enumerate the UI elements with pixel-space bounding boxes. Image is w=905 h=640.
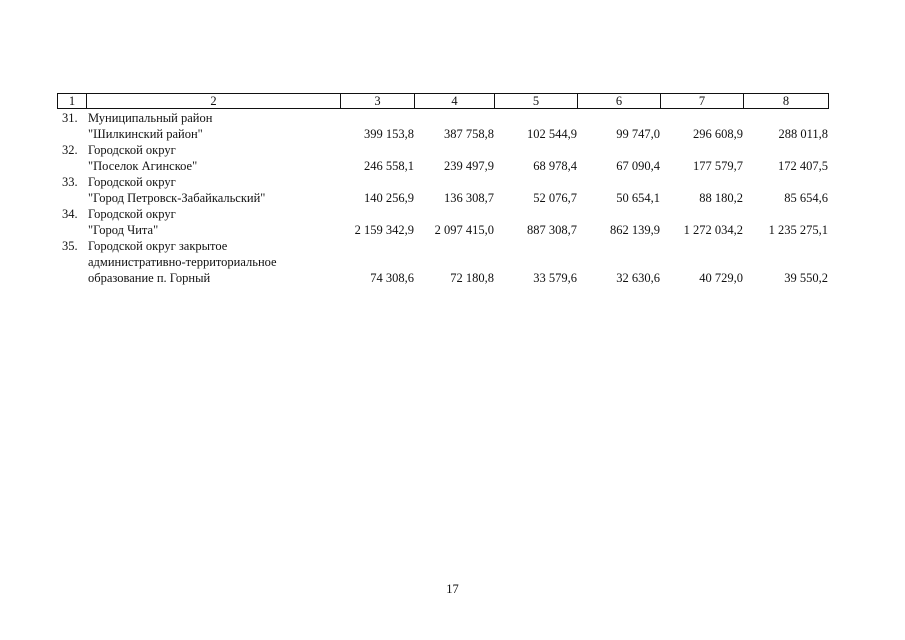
table-row [57, 206, 832, 238]
column-header-5: 5 [495, 94, 578, 109]
row-name-line: "Поселок Агинское" [88, 159, 198, 173]
cell-col-5: 102 544,9 [527, 127, 577, 141]
cell-col-4: 136 308,7 [444, 191, 494, 205]
cell-col-6: 99 747,0 [616, 127, 660, 141]
cell-col-3: 246 558,1 [364, 159, 414, 173]
row-number: 35. [62, 239, 78, 253]
cell-col-3: 2 159 342,9 [354, 223, 414, 237]
cell-col-7: 1 272 034,2 [683, 223, 743, 237]
row-number: 32. [62, 143, 78, 157]
cell-col-8: 85 654,6 [784, 191, 828, 205]
row-name-line: образование п. Горный [88, 271, 211, 285]
cell-col-5: 68 978,4 [533, 159, 577, 173]
cell-col-8: 1 235 275,1 [768, 223, 828, 237]
cell-col-6: 32 630,6 [616, 271, 660, 285]
cell-col-3: 140 256,9 [364, 191, 414, 205]
cell-col-4: 239 497,9 [444, 159, 494, 173]
row-name-line: Городской округ [88, 207, 176, 221]
column-header-2: 2 [87, 94, 341, 109]
cell-col-5: 33 579,6 [533, 271, 577, 285]
column-header-8: 8 [744, 94, 829, 109]
row-name-line: Муниципальный район [88, 111, 213, 125]
table-row [57, 142, 832, 174]
column-header-4: 4 [415, 94, 495, 109]
cell-col-6: 862 139,9 [610, 223, 660, 237]
row-name-line: Городской округ закрытое [88, 239, 228, 253]
cell-col-7: 296 608,9 [693, 127, 743, 141]
row-number: 34. [62, 207, 78, 221]
table-row [57, 110, 832, 142]
cell-col-3: 399 153,8 [364, 127, 414, 141]
row-number: 33. [62, 175, 78, 189]
column-header-6: 6 [578, 94, 661, 109]
cell-col-5: 52 076,7 [533, 191, 577, 205]
cell-col-6: 50 654,1 [616, 191, 660, 205]
cell-col-4: 2 097 415,0 [434, 223, 494, 237]
column-header-1: 1 [58, 94, 87, 109]
cell-col-3: 74 308,6 [370, 271, 414, 285]
cell-col-7: 40 729,0 [699, 271, 743, 285]
column-number-header [57, 93, 829, 109]
row-name-line: административно-территориальное [88, 255, 277, 269]
cell-col-8: 288 011,8 [778, 127, 828, 141]
cell-col-4: 72 180,8 [450, 271, 494, 285]
table-row [57, 174, 832, 206]
page-number: 17 [446, 582, 459, 596]
row-name-line: "Город Петровск-Забайкальский" [88, 191, 266, 205]
cell-col-6: 67 090,4 [616, 159, 660, 173]
row-name-line: "Город Чита" [88, 223, 159, 237]
cell-col-8: 172 407,5 [778, 159, 828, 173]
cell-col-4: 387 758,8 [444, 127, 494, 141]
cell-col-7: 177 579,7 [693, 159, 743, 173]
table-body [57, 110, 832, 286]
row-name-line: "Шилкинский район" [88, 127, 203, 141]
column-header-7: 7 [661, 94, 744, 109]
cell-col-7: 88 180,2 [699, 191, 743, 205]
cell-col-8: 39 550,2 [784, 271, 828, 285]
row-name-line: Городской округ [88, 143, 176, 157]
table-row [57, 238, 832, 286]
cell-col-5: 887 308,7 [527, 223, 577, 237]
row-name-line: Городской округ [88, 175, 176, 189]
column-header-3: 3 [341, 94, 415, 109]
row-number: 31. [62, 111, 78, 125]
